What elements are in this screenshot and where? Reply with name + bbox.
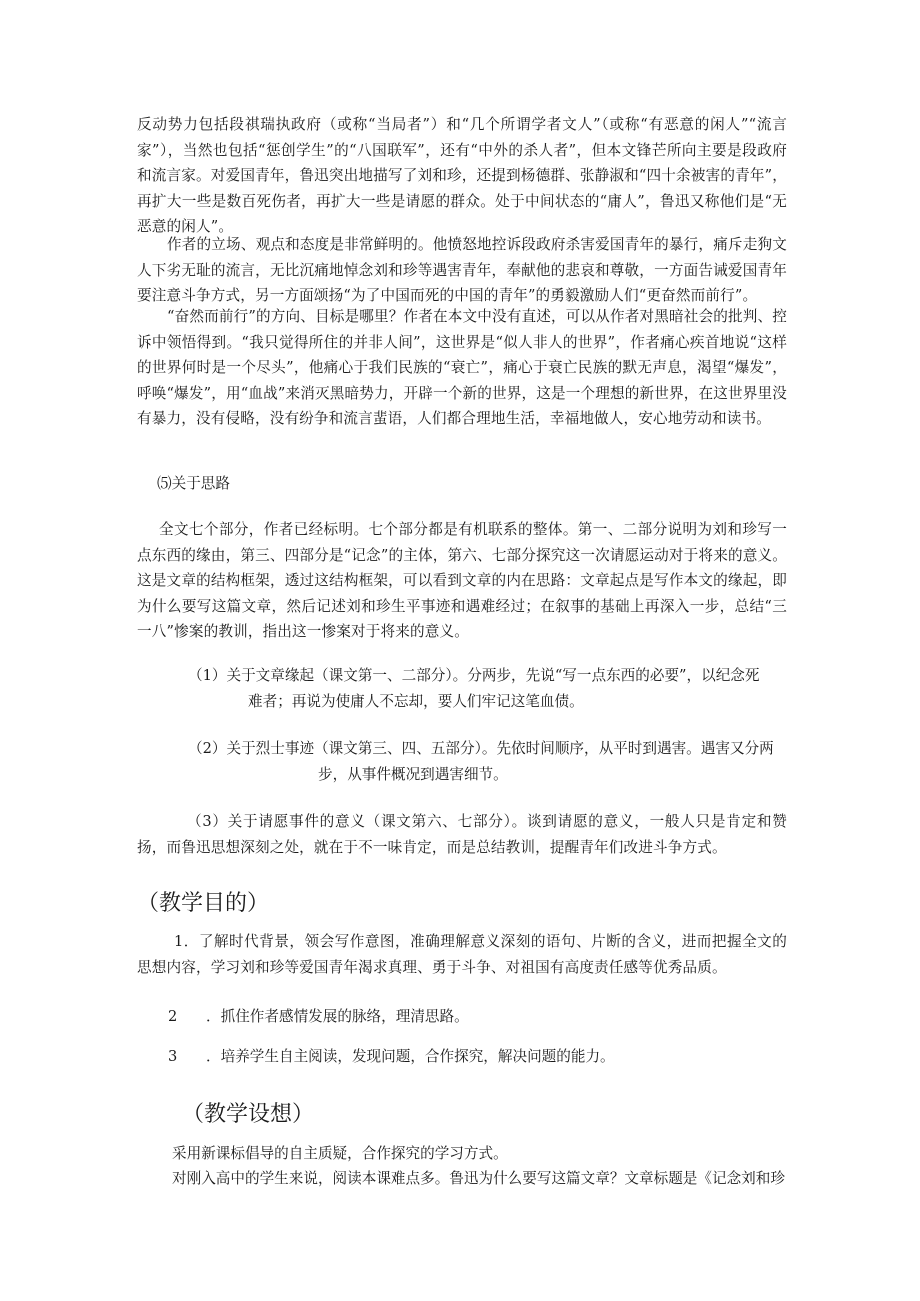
outline-item-1 [188, 663, 788, 715]
outline-item-lead: （1）关于文章缘起（课文第一、二部分）。分两步，先说“写一点东西的必要”，以纪念死 [188, 667, 760, 684]
outline-item-lead: （2）关于烈士事迹（课文第三、四、五部分）。先依时间顺序，从平时到遇害。遇害又分两 [188, 740, 774, 757]
section-heading-teaching-design: （教学设想） [182, 1102, 315, 1127]
design-line-1: 采用新课标倡导的自主质疑，合作探究的学习方式。 [172, 1145, 508, 1162]
section-heading-teaching-goals: （教学目的） [137, 891, 270, 916]
goal-text: ．培养学生自主阅读，发现问题，合作探究，解决问题的能力。 [206, 1048, 615, 1065]
goal-text: ．了解时代背景，领会写作意图，准确理解意义深刻的语句、片断的含义，进而把握全文的思想内容，学习刘和珍等爱国青年渴求真理、勇于斗争、对祖国有高度责任感等优秀品质。 [137, 933, 787, 976]
goal-number: 3 [168, 1048, 178, 1065]
goal-number: 1 [174, 933, 184, 950]
goal-text: ．抓住作者感情发展的脉络，理清思路。 [206, 1008, 469, 1025]
paragraph-structure: 全文七个部分，作者已经标明。七个部分都是有机联系的整体。第一、二部分说明为刘和珍写一点东西的缘由，第三、四部分是“记念”的主体，第六、七部分探究这一次请愿运动对于将来的意义。这是文章的结构框架，透过这结构框架，可以看到文章的内在思路：文章起点是写作本文的缘起，即为什么要写这篇文章，然后记述刘和珍生平事迹和遇难经过；在叙事的基础上再深入一步，总结“三一八”惨案的教训，指出这一惨案对于将来的意义。 [137, 521, 787, 640]
paragraph-forces: 反动势力包括段祺瑞执政府（或称“当局者”）和“几个所谓学者文人”（或称“有恶意的闲人”“流言家”），当然也包括“惩创学生”的“八国联军”，还有“中外的杀人者”，但本文锋芒所向主要是段政府和流言家。对爱国青年，鲁迅突出地描写了刘和珍，还提到杨德群、张静淑和“四十余被害的青年”，再扩大一些是数百死伤者，再扩大一些是请愿的群众。处于中间状态的“庸人”，鲁迅又称他们是“无恶意的闲人”。 [137, 116, 787, 235]
outline-item-3: （3）关于请愿事件的意义（课文第六、七部分）。谈到请愿的意义，一般人只是肯定和赞扬，而鲁迅思想深刻之处，就在于不一味肯定，而是总结教训，提醒青年们改进斗争方式。 [137, 813, 787, 856]
goal-item-2 [168, 1004, 469, 1029]
outline-item-continuation: 步，从事件概况到遇害细节。 [318, 766, 508, 783]
outline-item-2 [188, 736, 788, 788]
section-heading-structure: ⑸关于思路 [157, 475, 230, 492]
paragraph-author-stance: 作者的立场、观点和态度是非常鲜明的。他愤怒地控诉段政府杀害爱国青年的暴行，痛斥走狗文人下劣无耻的流言，无比沉痛地悼念刘和珍等遇害青年，奉献他的悲哀和尊敬，一方面告诫爱国青年要注意斗争方式，另一方面颂扬“为了中国而死的中国的青年”的勇毅激励人们“更奋然而前行”。 [137, 236, 787, 304]
goal-number: 2 [168, 1008, 178, 1025]
goal-item-1 [137, 929, 787, 980]
goal-item-3 [168, 1044, 615, 1069]
outline-item-continuation: 难者；再说为使庸人不忘却，要人们牢记这笔血债。 [248, 693, 584, 710]
design-line-2: 对刚入高中的学生来说，阅读本课难点多。鲁迅为什么要写这篇文章？文章标题是《记念刘和珍 [172, 1170, 785, 1187]
paragraph-forward-direction: “奋然而前行”的方向、目标是哪里？作者在本文中没有直述，可以从作者对黑暗社会的批判、控诉中领悟得到。“我只觉得所住的并非人间”，这世界是“似人非人的世界”，作者痛心疾首地说“这样的世界何时是一个尽头”，他痛心于我们民族的“衰亡”，痛心于衰亡民族的默无声息，渴望“爆发”，呼唤“爆发”，用“血战”来消灭黑暗势力，开辟一个新的世界，这是一个理想的新世界，在这世界里没有暴力，没有侵略，没有纷争和流言蜚语，人们都合理地生活，幸福地做人，安心地劳动和读书。 [137, 308, 787, 427]
